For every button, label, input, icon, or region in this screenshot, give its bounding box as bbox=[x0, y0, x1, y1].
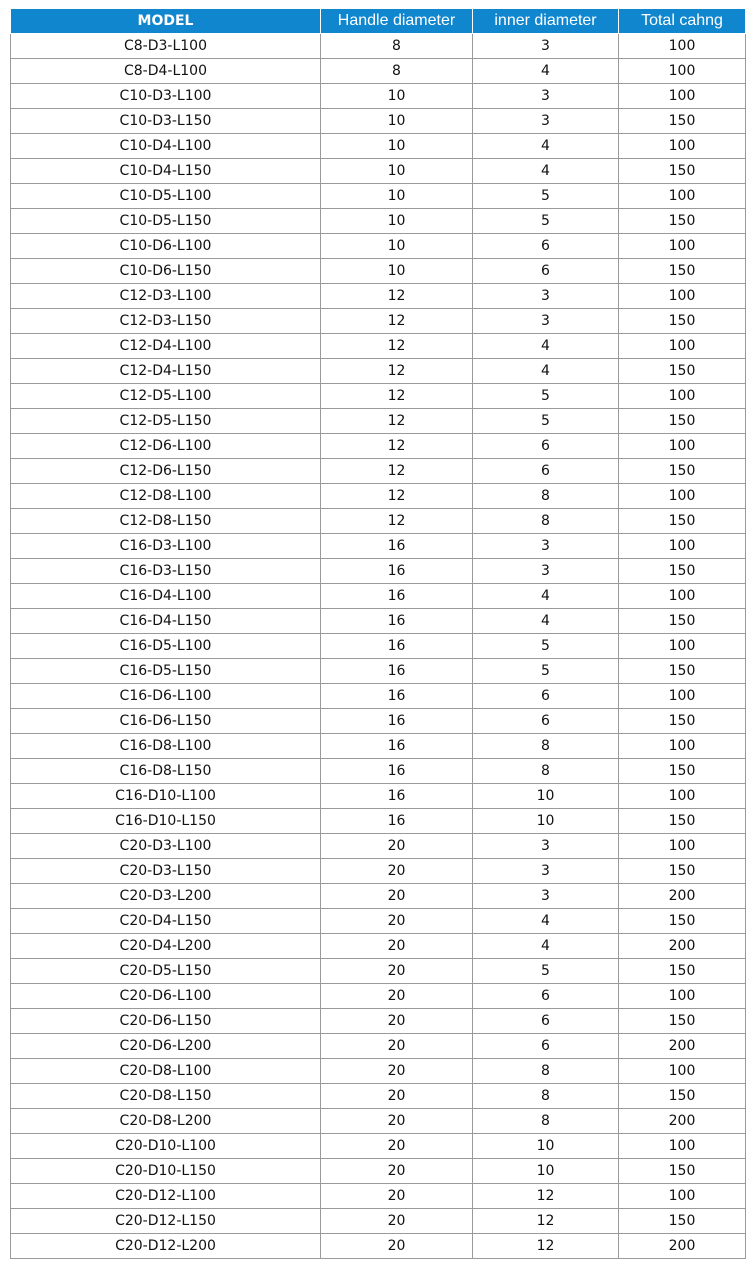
table-row bbox=[11, 559, 746, 584]
table-row bbox=[11, 1084, 746, 1109]
cell-inner-diameter: 6 bbox=[473, 459, 619, 484]
cell-total-length: 100 bbox=[619, 484, 746, 509]
cell-model: C20-D10-L100 bbox=[11, 1134, 321, 1159]
cell-handle-diameter: 16 bbox=[321, 784, 473, 809]
table-row bbox=[11, 1009, 746, 1034]
cell-inner-diameter: 8 bbox=[473, 509, 619, 534]
cell-total-length: 100 bbox=[619, 1134, 746, 1159]
cell-model: C8-D3-L100 bbox=[11, 34, 321, 59]
cell-model: C16-D8-L100 bbox=[11, 734, 321, 759]
cell-model: C20-D6-L100 bbox=[11, 984, 321, 1009]
cell-handle-diameter: 12 bbox=[321, 434, 473, 459]
table-row bbox=[11, 409, 746, 434]
cell-inner-diameter: 8 bbox=[473, 1059, 619, 1084]
cell-model: C20-D3-L100 bbox=[11, 834, 321, 859]
cell-model: C20-D6-L150 bbox=[11, 1009, 321, 1034]
cell-inner-diameter: 4 bbox=[473, 159, 619, 184]
cell-inner-diameter: 4 bbox=[473, 134, 619, 159]
cell-total-length: 100 bbox=[619, 284, 746, 309]
cell-total-length: 100 bbox=[619, 84, 746, 109]
cell-inner-diameter: 3 bbox=[473, 534, 619, 559]
cell-handle-diameter: 16 bbox=[321, 759, 473, 784]
header-row bbox=[11, 9, 746, 34]
cell-total-length: 150 bbox=[619, 1084, 746, 1109]
cell-total-length: 150 bbox=[619, 109, 746, 134]
cell-model: C10-D5-L150 bbox=[11, 209, 321, 234]
table-row bbox=[11, 434, 746, 459]
cell-total-length: 150 bbox=[619, 909, 746, 934]
cell-inner-diameter: 6 bbox=[473, 1034, 619, 1059]
table-row bbox=[11, 109, 746, 134]
cell-model: C20-D4-L200 bbox=[11, 934, 321, 959]
cell-model: C12-D6-L100 bbox=[11, 434, 321, 459]
cell-total-length: 100 bbox=[619, 59, 746, 84]
cell-handle-diameter: 20 bbox=[321, 984, 473, 1009]
cell-handle-diameter: 20 bbox=[321, 1059, 473, 1084]
cell-model: C20-D10-L150 bbox=[11, 1159, 321, 1184]
cell-handle-diameter: 20 bbox=[321, 1159, 473, 1184]
table-row bbox=[11, 509, 746, 534]
cell-handle-diameter: 20 bbox=[321, 909, 473, 934]
cell-inner-diameter: 8 bbox=[473, 1109, 619, 1134]
cell-inner-diameter: 6 bbox=[473, 234, 619, 259]
cell-handle-diameter: 16 bbox=[321, 584, 473, 609]
cell-total-length: 100 bbox=[619, 534, 746, 559]
table-row bbox=[11, 1209, 746, 1234]
table-row bbox=[11, 84, 746, 109]
cell-model: C10-D4-L150 bbox=[11, 159, 321, 184]
cell-inner-diameter: 10 bbox=[473, 1159, 619, 1184]
table-row bbox=[11, 634, 746, 659]
cell-inner-diameter: 4 bbox=[473, 359, 619, 384]
cell-total-length: 100 bbox=[619, 584, 746, 609]
cell-inner-diameter: 4 bbox=[473, 609, 619, 634]
cell-inner-diameter: 12 bbox=[473, 1209, 619, 1234]
cell-handle-diameter: 12 bbox=[321, 359, 473, 384]
cell-handle-diameter: 10 bbox=[321, 109, 473, 134]
cell-model: C16-D5-L150 bbox=[11, 659, 321, 684]
cell-model: C16-D3-L150 bbox=[11, 559, 321, 584]
cell-inner-diameter: 3 bbox=[473, 834, 619, 859]
table-row bbox=[11, 284, 746, 309]
cell-handle-diameter: 20 bbox=[321, 1034, 473, 1059]
cell-handle-diameter: 10 bbox=[321, 234, 473, 259]
spec-table-container bbox=[10, 8, 746, 1259]
table-row bbox=[11, 309, 746, 334]
cell-total-length: 100 bbox=[619, 684, 746, 709]
cell-model: C10-D5-L100 bbox=[11, 184, 321, 209]
table-row bbox=[11, 884, 746, 909]
cell-model: C12-D5-L100 bbox=[11, 384, 321, 409]
table-row bbox=[11, 534, 746, 559]
cell-model: C20-D8-L150 bbox=[11, 1084, 321, 1109]
cell-total-length: 100 bbox=[619, 34, 746, 59]
table-row bbox=[11, 809, 746, 834]
cell-inner-diameter: 8 bbox=[473, 734, 619, 759]
cell-model: C12-D3-L150 bbox=[11, 309, 321, 334]
cell-handle-diameter: 10 bbox=[321, 84, 473, 109]
cell-model: C10-D6-L100 bbox=[11, 234, 321, 259]
cell-inner-diameter: 5 bbox=[473, 209, 619, 234]
cell-inner-diameter: 6 bbox=[473, 1009, 619, 1034]
cell-inner-diameter: 4 bbox=[473, 59, 619, 84]
cell-handle-diameter: 8 bbox=[321, 59, 473, 84]
cell-handle-diameter: 16 bbox=[321, 659, 473, 684]
header-inner-diameter: inner diameter bbox=[473, 9, 619, 34]
cell-handle-diameter: 12 bbox=[321, 509, 473, 534]
cell-inner-diameter: 6 bbox=[473, 434, 619, 459]
cell-inner-diameter: 4 bbox=[473, 934, 619, 959]
table-row bbox=[11, 134, 746, 159]
cell-handle-diameter: 16 bbox=[321, 684, 473, 709]
cell-inner-diameter: 6 bbox=[473, 709, 619, 734]
cell-total-length: 150 bbox=[619, 959, 746, 984]
cell-handle-diameter: 20 bbox=[321, 834, 473, 859]
table-header bbox=[11, 9, 746, 34]
table-row bbox=[11, 234, 746, 259]
table-row bbox=[11, 34, 746, 59]
cell-handle-diameter: 20 bbox=[321, 959, 473, 984]
cell-inner-diameter: 5 bbox=[473, 959, 619, 984]
cell-total-length: 100 bbox=[619, 834, 746, 859]
cell-inner-diameter: 3 bbox=[473, 559, 619, 584]
cell-total-length: 150 bbox=[619, 259, 746, 284]
cell-total-length: 150 bbox=[619, 709, 746, 734]
table-row bbox=[11, 159, 746, 184]
cell-inner-diameter: 10 bbox=[473, 784, 619, 809]
cell-model: C20-D8-L200 bbox=[11, 1109, 321, 1134]
cell-inner-diameter: 6 bbox=[473, 259, 619, 284]
cell-total-length: 100 bbox=[619, 734, 746, 759]
table-row bbox=[11, 659, 746, 684]
cell-handle-diameter: 16 bbox=[321, 609, 473, 634]
table-row bbox=[11, 1159, 746, 1184]
cell-handle-diameter: 12 bbox=[321, 284, 473, 309]
cell-total-length: 150 bbox=[619, 509, 746, 534]
header-model: MODEL bbox=[11, 9, 321, 34]
cell-total-length: 100 bbox=[619, 334, 746, 359]
cell-inner-diameter: 5 bbox=[473, 409, 619, 434]
cell-total-length: 150 bbox=[619, 1209, 746, 1234]
cell-model: C10-D4-L100 bbox=[11, 134, 321, 159]
cell-inner-diameter: 8 bbox=[473, 1084, 619, 1109]
cell-total-length: 100 bbox=[619, 134, 746, 159]
table-row bbox=[11, 784, 746, 809]
cell-model: C16-D4-L150 bbox=[11, 609, 321, 634]
cell-model: C20-D5-L150 bbox=[11, 959, 321, 984]
cell-handle-diameter: 20 bbox=[321, 1209, 473, 1234]
cell-total-length: 150 bbox=[619, 1009, 746, 1034]
cell-total-length: 100 bbox=[619, 784, 746, 809]
cell-total-length: 100 bbox=[619, 634, 746, 659]
cell-handle-diameter: 10 bbox=[321, 209, 473, 234]
cell-handle-diameter: 12 bbox=[321, 309, 473, 334]
table-row bbox=[11, 759, 746, 784]
cell-model: C8-D4-L100 bbox=[11, 59, 321, 84]
cell-total-length: 150 bbox=[619, 809, 746, 834]
cell-total-length: 200 bbox=[619, 1234, 746, 1259]
cell-handle-diameter: 20 bbox=[321, 1234, 473, 1259]
cell-model: C20-D3-L150 bbox=[11, 859, 321, 884]
cell-total-length: 100 bbox=[619, 384, 746, 409]
table-row bbox=[11, 959, 746, 984]
cell-total-length: 150 bbox=[619, 359, 746, 384]
table-row bbox=[11, 184, 746, 209]
cell-total-length: 150 bbox=[619, 459, 746, 484]
cell-handle-diameter: 20 bbox=[321, 1084, 473, 1109]
cell-handle-diameter: 20 bbox=[321, 1109, 473, 1134]
cell-inner-diameter: 5 bbox=[473, 384, 619, 409]
table-row bbox=[11, 684, 746, 709]
cell-total-length: 150 bbox=[619, 759, 746, 784]
cell-total-length: 100 bbox=[619, 234, 746, 259]
cell-model: C20-D12-L200 bbox=[11, 1234, 321, 1259]
table-row bbox=[11, 984, 746, 1009]
table-row bbox=[11, 259, 746, 284]
cell-inner-diameter: 3 bbox=[473, 84, 619, 109]
cell-inner-diameter: 3 bbox=[473, 884, 619, 909]
cell-model: C20-D6-L200 bbox=[11, 1034, 321, 1059]
table-row bbox=[11, 834, 746, 859]
cell-total-length: 200 bbox=[619, 1109, 746, 1134]
table-row bbox=[11, 1034, 746, 1059]
cell-total-length: 150 bbox=[619, 159, 746, 184]
table-body bbox=[11, 34, 746, 1259]
cell-model: C16-D10-L150 bbox=[11, 809, 321, 834]
cell-inner-diameter: 4 bbox=[473, 584, 619, 609]
cell-total-length: 150 bbox=[619, 309, 746, 334]
cell-handle-diameter: 20 bbox=[321, 1009, 473, 1034]
cell-inner-diameter: 12 bbox=[473, 1234, 619, 1259]
table-row bbox=[11, 359, 746, 384]
cell-handle-diameter: 16 bbox=[321, 534, 473, 559]
cell-total-length: 150 bbox=[619, 609, 746, 634]
cell-handle-diameter: 16 bbox=[321, 559, 473, 584]
table-row bbox=[11, 459, 746, 484]
cell-total-length: 150 bbox=[619, 859, 746, 884]
cell-handle-diameter: 12 bbox=[321, 459, 473, 484]
cell-model: C10-D3-L100 bbox=[11, 84, 321, 109]
cell-model: C16-D8-L150 bbox=[11, 759, 321, 784]
cell-total-length: 200 bbox=[619, 1034, 746, 1059]
cell-model: C20-D12-L150 bbox=[11, 1209, 321, 1234]
cell-model: C16-D4-L100 bbox=[11, 584, 321, 609]
cell-model: C20-D8-L100 bbox=[11, 1059, 321, 1084]
cell-model: C20-D4-L150 bbox=[11, 909, 321, 934]
table-row bbox=[11, 1059, 746, 1084]
cell-handle-diameter: 10 bbox=[321, 259, 473, 284]
cell-total-length: 150 bbox=[619, 559, 746, 584]
cell-handle-diameter: 20 bbox=[321, 884, 473, 909]
cell-inner-diameter: 3 bbox=[473, 34, 619, 59]
header-total-length: Total cahng bbox=[619, 9, 746, 34]
cell-handle-diameter: 16 bbox=[321, 709, 473, 734]
cell-handle-diameter: 20 bbox=[321, 1134, 473, 1159]
cell-inner-diameter: 4 bbox=[473, 334, 619, 359]
cell-inner-diameter: 10 bbox=[473, 809, 619, 834]
table-row bbox=[11, 484, 746, 509]
table-row bbox=[11, 1134, 746, 1159]
cell-model: C12-D5-L150 bbox=[11, 409, 321, 434]
cell-handle-diameter: 16 bbox=[321, 734, 473, 759]
table-row bbox=[11, 1109, 746, 1134]
cell-inner-diameter: 5 bbox=[473, 659, 619, 684]
table-row bbox=[11, 59, 746, 84]
cell-handle-diameter: 20 bbox=[321, 934, 473, 959]
cell-handle-diameter: 12 bbox=[321, 484, 473, 509]
cell-model: C12-D3-L100 bbox=[11, 284, 321, 309]
cell-total-length: 100 bbox=[619, 1184, 746, 1209]
cell-handle-diameter: 12 bbox=[321, 384, 473, 409]
cell-inner-diameter: 5 bbox=[473, 634, 619, 659]
cell-model: C10-D6-L150 bbox=[11, 259, 321, 284]
cell-total-length: 100 bbox=[619, 1059, 746, 1084]
cell-inner-diameter: 3 bbox=[473, 284, 619, 309]
table-row bbox=[11, 934, 746, 959]
cell-total-length: 100 bbox=[619, 984, 746, 1009]
spec-table bbox=[10, 8, 746, 1259]
cell-model: C12-D8-L150 bbox=[11, 509, 321, 534]
table-row bbox=[11, 609, 746, 634]
cell-total-length: 150 bbox=[619, 659, 746, 684]
cell-inner-diameter: 5 bbox=[473, 184, 619, 209]
cell-model: C16-D10-L100 bbox=[11, 784, 321, 809]
cell-model: C16-D3-L100 bbox=[11, 534, 321, 559]
cell-model: C12-D6-L150 bbox=[11, 459, 321, 484]
cell-handle-diameter: 10 bbox=[321, 134, 473, 159]
table-row bbox=[11, 584, 746, 609]
cell-total-length: 200 bbox=[619, 884, 746, 909]
cell-model: C16-D6-L150 bbox=[11, 709, 321, 734]
table-row bbox=[11, 709, 746, 734]
cell-inner-diameter: 6 bbox=[473, 684, 619, 709]
cell-total-length: 150 bbox=[619, 1159, 746, 1184]
cell-model: C12-D4-L100 bbox=[11, 334, 321, 359]
cell-total-length: 100 bbox=[619, 434, 746, 459]
cell-model: C16-D5-L100 bbox=[11, 634, 321, 659]
cell-handle-diameter: 12 bbox=[321, 409, 473, 434]
cell-inner-diameter: 3 bbox=[473, 859, 619, 884]
table-row bbox=[11, 1184, 746, 1209]
cell-handle-diameter: 20 bbox=[321, 859, 473, 884]
cell-inner-diameter: 8 bbox=[473, 759, 619, 784]
cell-handle-diameter: 8 bbox=[321, 34, 473, 59]
table-row bbox=[11, 859, 746, 884]
cell-model: C20-D3-L200 bbox=[11, 884, 321, 909]
table-row bbox=[11, 1234, 746, 1259]
cell-model: C10-D3-L150 bbox=[11, 109, 321, 134]
cell-handle-diameter: 12 bbox=[321, 334, 473, 359]
table-row bbox=[11, 734, 746, 759]
table-row bbox=[11, 384, 746, 409]
cell-inner-diameter: 10 bbox=[473, 1134, 619, 1159]
cell-inner-diameter: 3 bbox=[473, 309, 619, 334]
cell-handle-diameter: 10 bbox=[321, 159, 473, 184]
header-handle-diameter: Handle diameter bbox=[321, 9, 473, 34]
cell-inner-diameter: 8 bbox=[473, 484, 619, 509]
cell-inner-diameter: 12 bbox=[473, 1184, 619, 1209]
table-row bbox=[11, 909, 746, 934]
cell-model: C12-D8-L100 bbox=[11, 484, 321, 509]
cell-total-length: 150 bbox=[619, 209, 746, 234]
cell-handle-diameter: 10 bbox=[321, 184, 473, 209]
cell-handle-diameter: 16 bbox=[321, 809, 473, 834]
cell-model: C12-D4-L150 bbox=[11, 359, 321, 384]
cell-total-length: 150 bbox=[619, 409, 746, 434]
table-row bbox=[11, 334, 746, 359]
cell-total-length: 100 bbox=[619, 184, 746, 209]
cell-inner-diameter: 4 bbox=[473, 909, 619, 934]
cell-handle-diameter: 16 bbox=[321, 634, 473, 659]
cell-inner-diameter: 3 bbox=[473, 109, 619, 134]
cell-model: C20-D12-L100 bbox=[11, 1184, 321, 1209]
cell-inner-diameter: 6 bbox=[473, 984, 619, 1009]
table-row bbox=[11, 209, 746, 234]
cell-model: C16-D6-L100 bbox=[11, 684, 321, 709]
cell-handle-diameter: 20 bbox=[321, 1184, 473, 1209]
cell-total-length: 200 bbox=[619, 934, 746, 959]
